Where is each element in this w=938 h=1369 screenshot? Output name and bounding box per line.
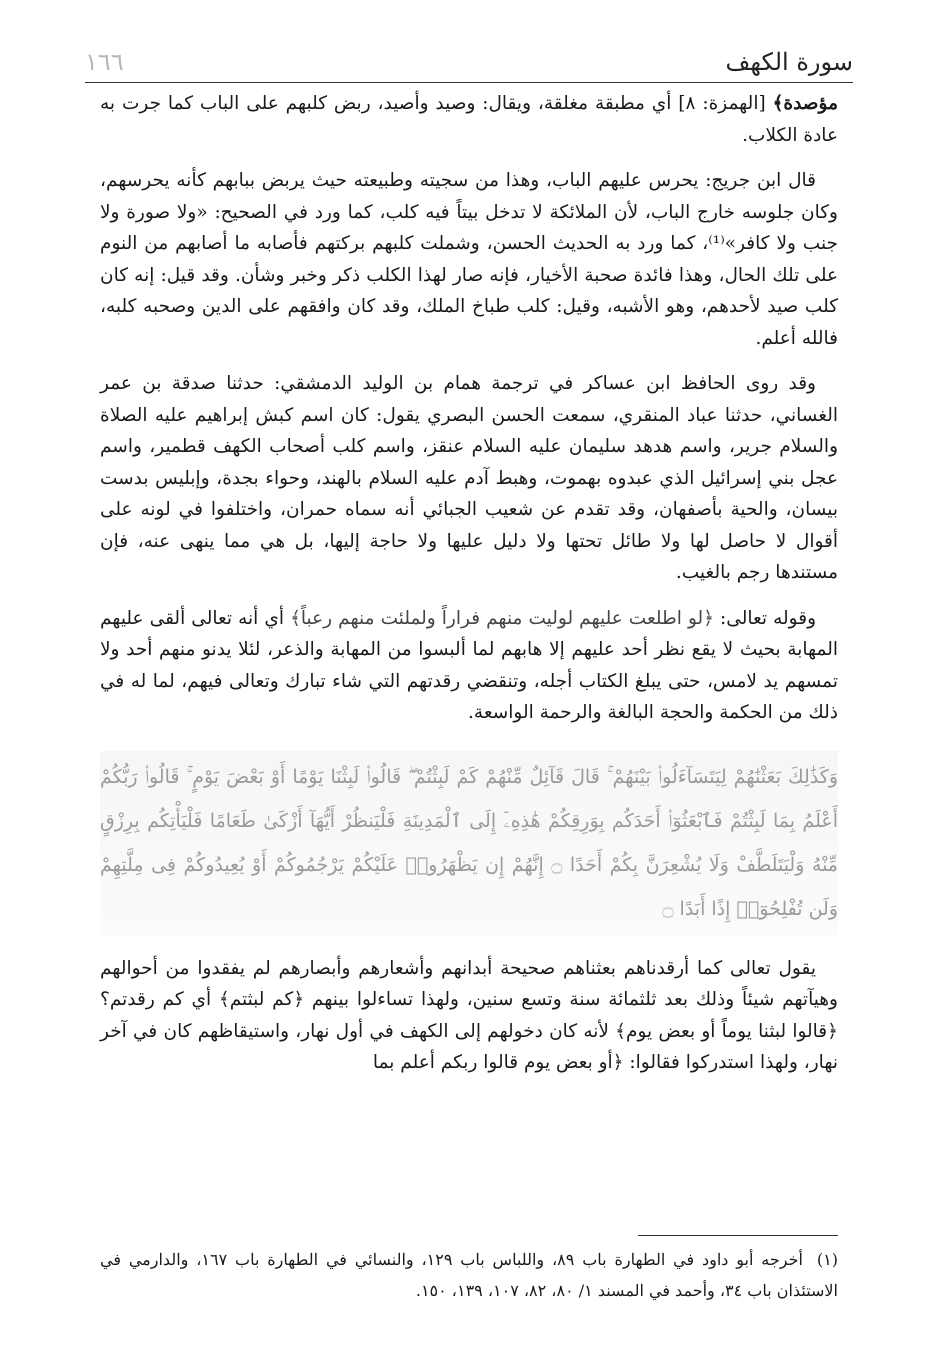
footnote-text: أخرجه أبو داود في الطهارة باب ٨٩، واللباس باب ١٢٩، والنسائي في الطهارة باب ١٦٧، والدارمي في الاستئذان باب ٣٤، وأحمد في المسند ١/ ٨٠، ٨٢، ١٠٧، ١٣٩، ١٥٠. [100,1250,838,1300]
page-header [85,42,853,83]
footnote-divider [638,1235,838,1236]
footnote [100,1244,838,1306]
paragraph-3: وقد روى الحافظ ابن عساكر في ترجمة همام بن الوليد الدمشقي: حدثنا صدقة بن عمر الغساني، حدثنا عباد المنقري، سمعت الحسن البصري يقول: كان اسم كبش إبراهيم عليه الصلاة والسلام جرير، واسم هدهد سليمان عليه السلام عنقز، واسم كلب أصحاب الكهف قطمير، واسم عجل بني إسرائيل الذي عبدوه بهموت، وهبط آدم عليه السلام بالهند، وحواء بجدة، وإبليس بدست بيسان، والحية بأصفهان، وقد تقدم عن شعيب الجبائي أنه سماه حمران، واختلفوا في لونه على أقوال لا حاصل لها ولا طائل تحتها ولا دليل عليها ولا حاجة إليها، بل هي مما ينهى عنه، فإن مستندها رجم بالغيب. [100,373,838,583]
paragraph-4-text: أي أنه تعالى ألقى عليهم المهابة بحيث لا يقع نظر أحد عليهم إلا هابهم لما ألبسوا من المهابة والذعر، لئلا يدنو منهم أحد ولا تمسهم يد لامس، حتى يبلغ الكتاب أجله، وتنقضي رقدتهم التي شاء تبارك وتعالى فيهم، لما له في ذلك من الحكمة والحجة البالغة والرحمة الواسعة. [100,607,838,723]
paragraph-4 [100,603,838,729]
paragraph-2: قال ابن جريج: يحرس عليهم الباب، وهذا من سجيته وطبيعته حيث يربض ببابهم كأنه يحرسهم، وكان جلوسه خارج الباب، لأن الملائكة لا تدخل بيتاً فيه كلب، كما ورد في الصحيح: «ولا صورة ولا جنب ولا كافر»⁽¹⁾، كما ورد به الحديث الحسن، وشملت كلبهم بركتهم فأصابه ما أصابهم من النوم على تلك الحال، وهذا فائدة صحبة الأخيار، فإنه صار لهذا الكلب ذكر وخبر وشأن. وقد قيل: إنه كان كلب صيد لأحدهم، وهو الأشبه، وقيل: كلب طباخ الملك، وقد كان وافقهم على الدين وصحبه كلبه، فالله أعلم. [100,170,838,349]
paragraph-4-lead: وقوله تعالى: [713,607,817,629]
paragraph-1 [100,88,838,151]
paragraph-1-text: [الهمزة: ٨] أي مطبقة مغلقة، ويقال: وصيد وأصيد، ربض كلبهم على الباب كما جرت به عادة الكلاب. [100,93,838,146]
paragraph-5: يقول تعالى كما أرقدناهم بعثناهم صحيحة أبدانهم وأشعارهم وأبصارهم لم يفقدوا من أحوالهم وهيآتهم شيئاً وذلك بعد ثلثمائة سنة وتسع سنين، ولهذا تساءلوا بينهم ﴿كم لبثتم﴾ أي كم رقدتم؟ ﴿قالوا لبثنا يوماً أو بعض يوم﴾ لأنه كان دخولهم إلى الكهف في أول نهار، واستيقاظهم كان في آخر نهار، ولهذا استدركوا فقالوا: ﴿أو بعض يوم قالوا ربكم أعلم بما [100,957,838,1073]
quran-quote: ﴿لو اطلعت عليهم لوليت منهم فراراً ولملئت منهم رعباً﴾ [290,607,714,629]
surah-title: سورة الكهف [725,48,853,76]
footnote-marker: (١) [816,1250,839,1269]
body-text [100,88,838,1093]
quran-verse-block: وَكَذَٰلِكَ بَعَثْنَٰهُمْ لِيَتَسَآءَلُوا۟ بَيْنَهُمْ ۚ قَالَ قَآئِلٌ مِّنْهُمْ كَمْ لَبِثْتُمْ ۖ قَالُوا۟ لَبِثْنَا يَوْمًا أَوْ بَعْضَ يَوْمٍ ۚ قَالُوا۟ رَبُّكُمْ أَعْلَمُ بِمَا لَبِثْتُمْ فَٱبْعَثُوٓا۟ أَحَدَكُم بِوَرِقِكُمْ هَٰذِهِۦٓ إِلَى ٱلْمَدِينَةِ فَلْيَنظُرْ أَيُّهَآ أَزْكَىٰ طَعَامًا فَلْيَأْتِكُم بِرِزْقٍ مِّنْهُ وَلْيَتَلَطَّفْ وَلَا يُشْعِرَنَّ بِكُمْ أَحَدًا ۝ إِنَّهُمْ إِن يَظْهَرُوا۟ عَلَيْكُمْ يَرْجُمُوكُمْ أَوْ يُعِيدُوكُمْ فِى مِلَّتِهِمْ وَلَن تُفْلِحُوٓا۟ إِذًا أَبَدًا ۝ [100,751,838,935]
keyword-lead: مؤصدة﴾ [772,93,838,114]
page-number: ١٦٦ [85,48,124,76]
